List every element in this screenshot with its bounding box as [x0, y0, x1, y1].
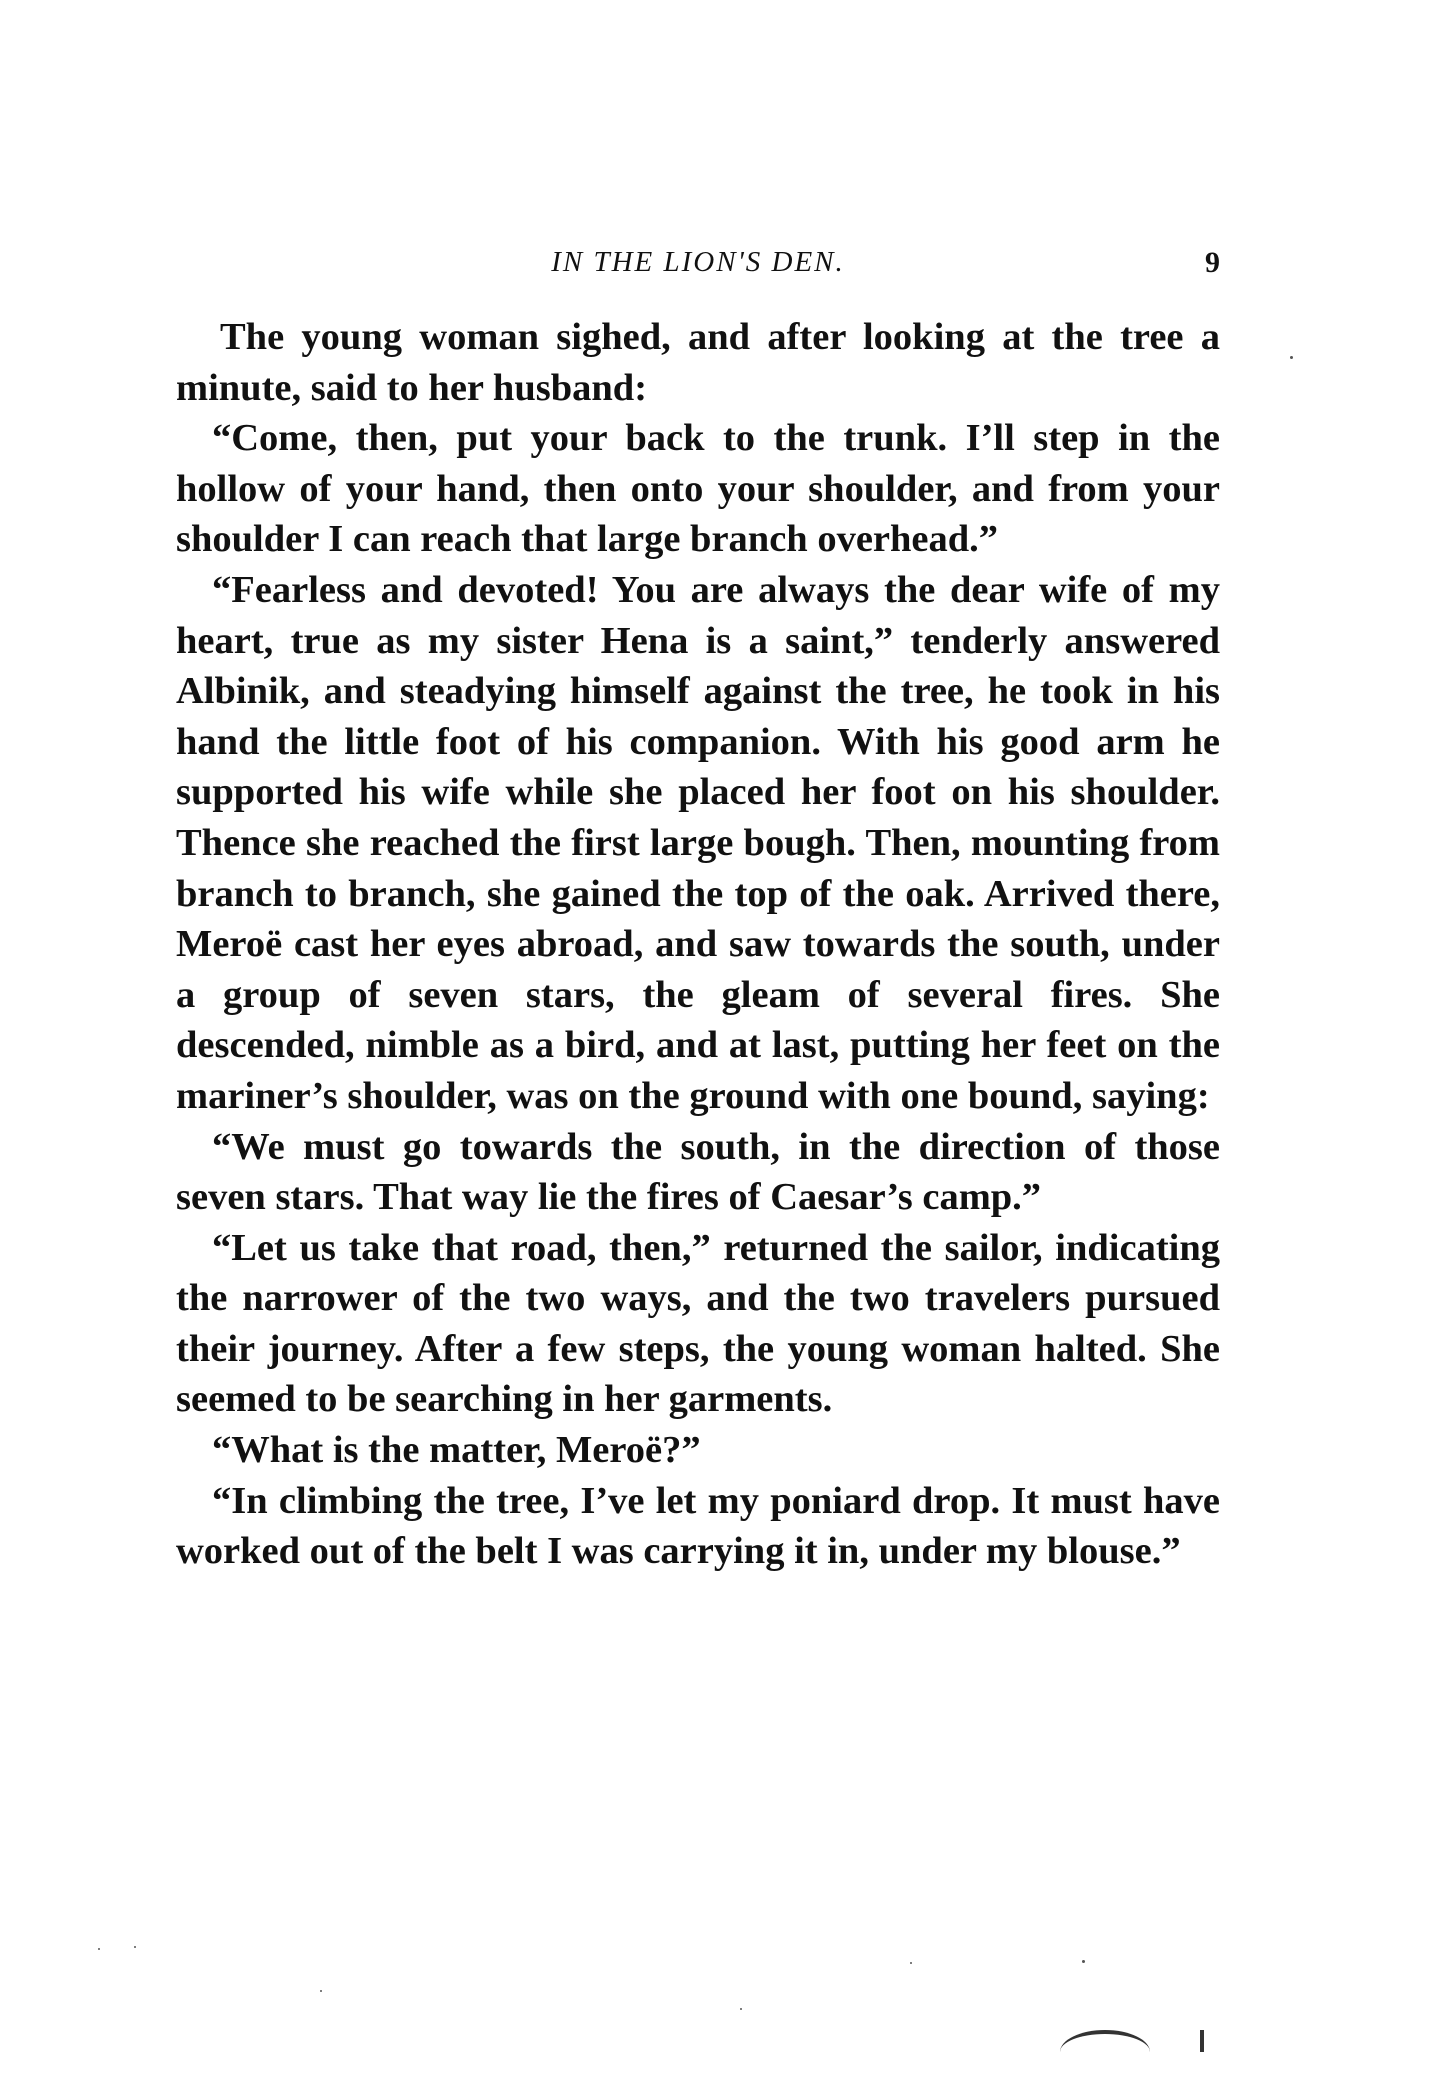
scan-speck	[740, 2008, 742, 2010]
running-title: IN THE LION'S DEN.	[551, 246, 845, 278]
scan-speck	[1082, 1960, 1085, 1963]
paragraph: “In climbing the tree, I’ve let my poniard drop. It must have worked out of the belt I was carrying it in, under my blouse.”	[176, 1479, 1220, 1573]
scan-speck	[910, 1962, 912, 1964]
scan-speck	[98, 1948, 100, 1950]
paragraph: The young woman sighed, and after looking at the tree a minute, said to her husband:	[176, 316, 1220, 409]
paragraph: “Fearless and devoted! You are always the dear wife of my heart, true as my sister Hena is a saint,” tenderly answered Albinik, and steadying himself against the tree, he took in his hand the little foot of his companion. With his good arm he supported his wife while she placed her foot on his shoulder. Thence she reached the first large bough. Then, mounting from branch to branch, she gained the top of the oak. Arrived there, Meroë cast her eyes abroad, and saw towards the south, under a group of seven stars, the gleam of several fires. She descended, nimble as a bird, and at last, putting her feet on the mariner’s shoulder, was on the ground with one bound, saying:	[176, 568, 1220, 1117]
cropped-mark	[1200, 2030, 1204, 2052]
scan-speck	[320, 1990, 322, 1992]
paragraph: “Let us take that road, then,” returned the sailor, indicating the narrower of the two ways, and the two travelers pursued their journey. After a few steps, the young woman halted. She seemed to be searching in her garments.	[176, 1226, 1220, 1421]
paragraph: “We must go towards the south, in the direction of those seven stars. That way lie the fires of Caesar’s camp.”	[176, 1125, 1220, 1219]
page-number: 9	[1205, 246, 1220, 279]
running-head	[176, 246, 1220, 296]
paragraph: “Come, then, put your back to the trunk. I’ll step in the hollow of your hand, then onto your shoulder, and from your shoulder I can reach that large branch overhead.”	[176, 417, 1220, 561]
scan-speck	[134, 1946, 136, 1948]
body-text	[176, 312, 1220, 1577]
paragraph: “What is the matter, Meroë?”	[212, 1429, 701, 1472]
scan-speck	[1290, 356, 1293, 359]
cropped-mark	[1060, 2030, 1150, 2074]
